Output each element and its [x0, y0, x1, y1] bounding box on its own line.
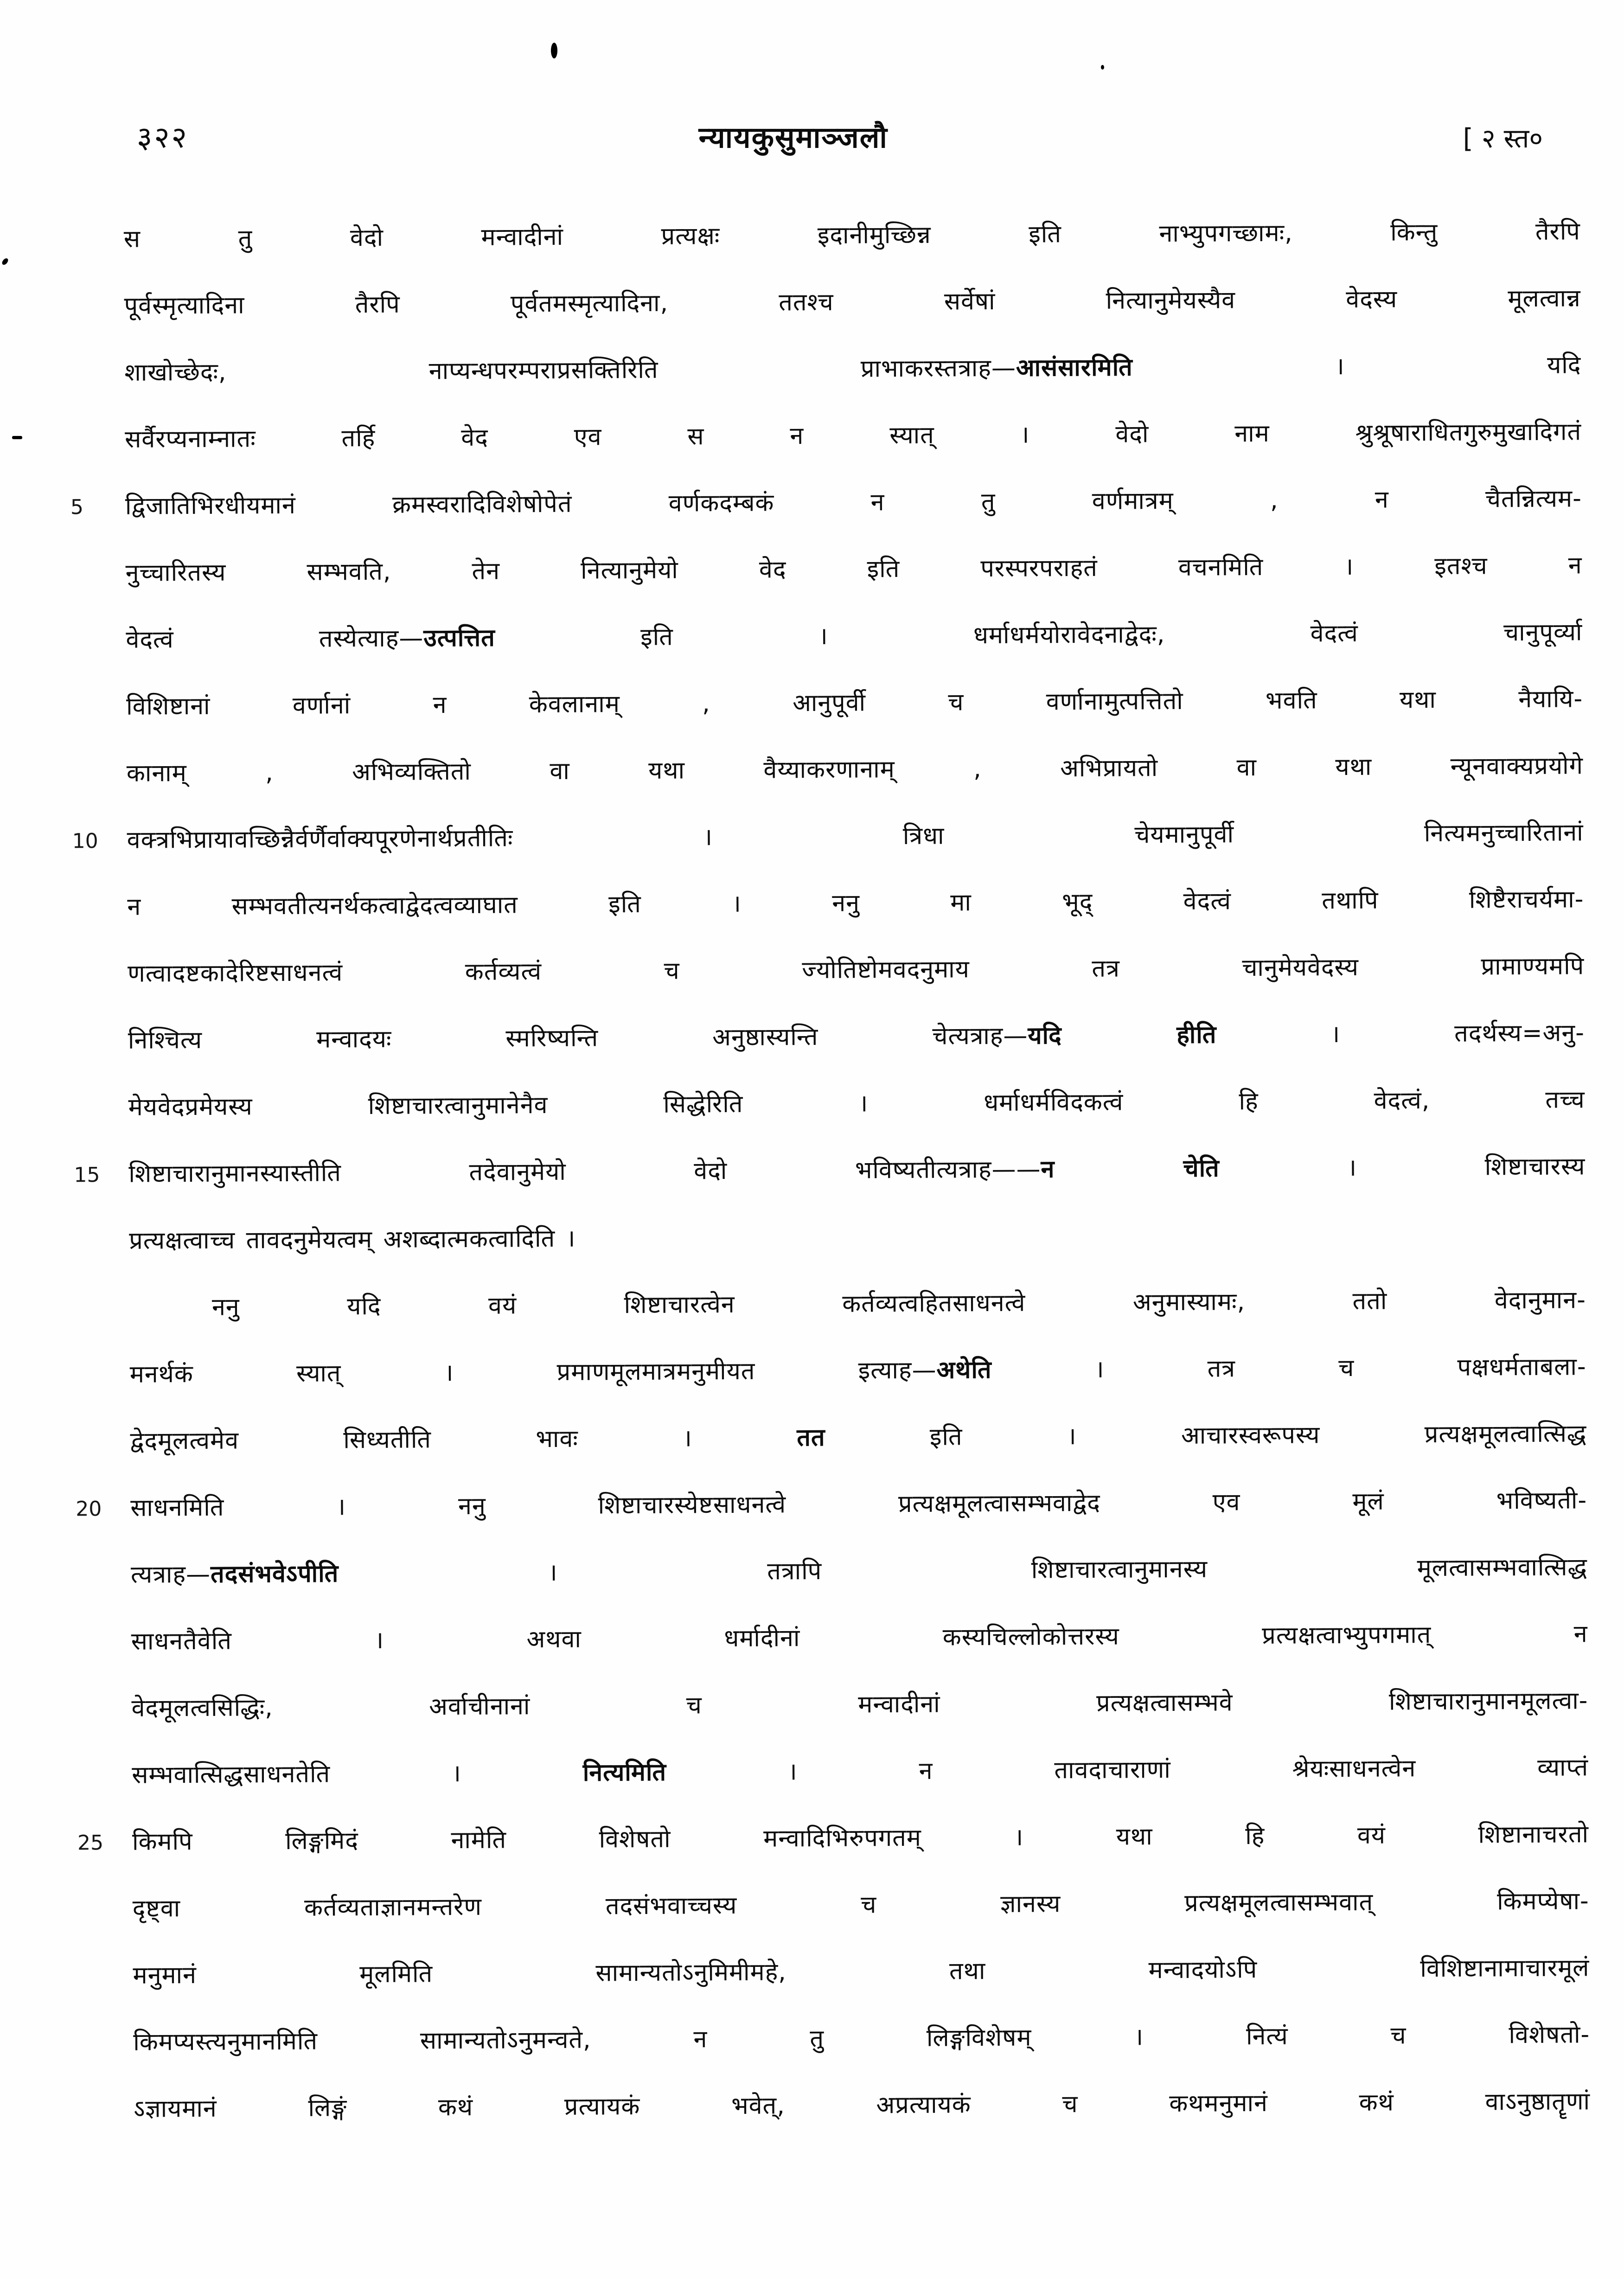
line-text: [129, 1218, 1586, 1257]
line-text: [125, 484, 1582, 523]
text-run: पूर्वस्मृत्यादिना तैरपि पूर्वतमस्मृत्यादिना, ततश्च सर्वेषां नित्यानुमेयस्यैव वेदस्य मूलत्वान्न: [124, 284, 1581, 320]
text-run: साधनतैवेति । अथवा धर्मादीनां कस्यचिल्लोकोत्तरस्य प्रत्यक्षत्वाभ्युपगमात् न: [131, 1620, 1588, 1656]
page-header: [0, 0, 1624, 156]
line-text: [131, 1552, 1587, 1591]
line-text: [124, 283, 1580, 322]
emphasized-term: तदसंभवेऽपीति: [210, 1560, 339, 1589]
line-text: [128, 951, 1584, 990]
text-line: [72, 733, 1584, 807]
text-line: [69, 265, 1581, 340]
ink-speckle: [551, 43, 557, 58]
margin-line-number: [76, 1575, 131, 1576]
text-run: इति । धर्माधर्मयोरावेदनाद्वेदः, वेदत्वं चानुपूर्व्या: [495, 618, 1583, 652]
text-run: । यदि: [1132, 351, 1581, 382]
text-run: मनर्थकं स्यात् । प्रमाणमूलमात्रमनुमीयत इत्याह—: [129, 1356, 937, 1389]
text-line: [72, 866, 1584, 941]
text-run: । तत्रापि शिष्टाचारत्वानुमानस्य मूलत्वासम्भवात्सिद्ध: [339, 1553, 1588, 1588]
text-run: मनुमानं मूलमिति सामान्यतोऽनुमिमीमहे, तथा मन्वादयोऽपि विशिष्टानामाचारमूलं: [133, 1954, 1590, 1990]
text-run: त्यत्राह—: [130, 1561, 211, 1589]
emphasized-term: आसंसारमिति: [1016, 353, 1133, 382]
text-run: । न तावदाचाराणां श्रेयःसाधनत्वेन व्याप्तं: [666, 1754, 1589, 1786]
margin-line-number: [72, 774, 127, 775]
line-text: [126, 684, 1583, 723]
line-text: [133, 2019, 1590, 2058]
text-run: इति । आचारस्वरूपस्य प्रत्यक्षमूलत्वात्सिद्ध: [825, 1420, 1587, 1452]
text-line: [73, 1067, 1585, 1141]
line-text: [133, 1886, 1589, 1925]
margin-line-number: 10: [72, 829, 98, 853]
line-text: [131, 1685, 1588, 1724]
margin-line-number: [75, 1308, 129, 1309]
emphasized-term: अथेति: [936, 1356, 992, 1384]
margin-line-number: 20: [76, 1497, 102, 1521]
text-line: [73, 1000, 1585, 1075]
section-marker: [ २ स्त०: [1463, 123, 1543, 154]
line-text: [134, 2086, 1590, 2125]
text-run: । तदर्थस्य=अनु-: [1216, 1019, 1585, 1049]
line-text: [128, 1152, 1585, 1191]
text-line: [76, 1467, 1587, 1542]
margin-line-number: [71, 640, 126, 641]
text-run: शिष्टाचारानुमानस्यास्तीति तदेवानुमेयो वेदो भविष्यतीत्यत्राह——: [128, 1155, 1041, 1188]
emphasized-term: यदि हीति: [1028, 1021, 1217, 1050]
text-run: । तत्र च पक्षधर्मताबला-: [991, 1353, 1586, 1384]
text-run: सर्वैरप्यनाम्नातः तर्हि वेद एव स न स्यात् । वेदो नाम श्रुश्रूषाराधितगुरुमुखादिगतं: [125, 418, 1582, 454]
text-run: । शिष्टाचारस्य: [1219, 1152, 1586, 1183]
margin-line-number: [70, 373, 124, 374]
text-body: [0, 152, 1624, 2144]
line-text: [131, 1619, 1588, 1658]
margin-line-number: 15: [74, 1163, 100, 1187]
text-run: साधनमिति । ननु शिष्टाचारस्येष्टसाधनत्वे प्रत्यक्षमूलत्वासम्भवाद्वेद एव मूलं भविष्यती-: [130, 1486, 1587, 1522]
text-line: [74, 1200, 1586, 1275]
line-text: [130, 1418, 1586, 1457]
margin-line-number: [70, 440, 125, 441]
text-run: प्रत्यक्षत्वाच्च तावदनुमेयत्वम् अशब्दात्मकत्वादिति ।: [129, 1224, 576, 1255]
text-run: दृष्ट्वा कर्तव्यताज्ञानमन्तरेण तदसंभवाच्चस्य च ज्ञानस्य प्रत्यक्षमूलत्वासम्भवात् किमप्येषा-: [132, 1887, 1589, 1923]
text-run: वेदमूलत्वसिद्धिः, अर्वाचीनानां च मन्वादीनां प्रत्यक्षत्वासम्भवे शिष्टाचारानुमानमूलत्वा-: [131, 1687, 1588, 1722]
line-text: [133, 1953, 1589, 1991]
line-text: [130, 1351, 1586, 1390]
line-text: [124, 217, 1580, 256]
margin-line-number: 25: [77, 1831, 104, 1855]
margin-line-number: [78, 1976, 133, 1977]
text-run: शाखोच्छेदः, नाप्यन्धपरम्पराप्रसक्तिरिति प्राभाकरस्तत्राह—: [124, 354, 1017, 387]
line-text: [132, 1819, 1589, 1858]
text-line: [78, 1935, 1590, 2010]
text-run: किमपि लिङ्गमिदं नामेति विशेषतो मन्वादिभिरुपगतम् । यथा हि वयं शिष्टानाचरतो: [132, 1820, 1589, 1856]
text-line: [75, 1401, 1587, 1475]
text-line: [75, 1334, 1586, 1408]
page-number: ३२२: [137, 121, 189, 155]
text-run: कानाम् , अभिव्यक्तितो वा यथा वैय्याकरणानाम् , अभिप्रायतो वा यथा न्यूनवाक्यप्रयोगे: [126, 752, 1584, 787]
text-line: [79, 2068, 1591, 2143]
emphasized-term: न चेति: [1041, 1154, 1220, 1184]
text-line: [70, 399, 1582, 474]
emphasized-term: उत्पत्तित: [423, 624, 495, 653]
ink-speckle: [1101, 65, 1104, 70]
running-title: न्यायकुसुमाञ्जलौ: [698, 121, 888, 154]
text-line: [75, 1267, 1586, 1342]
margin-line-number: [77, 1642, 131, 1643]
margin-line-number: [75, 1375, 130, 1376]
emphasized-term: तत: [797, 1424, 825, 1452]
text-run: मेयवेदप्रमेयस्य शिष्टाचारत्वानुमानेनैव सिद्धेरिति । धर्माधर्मविदकत्वं हि वेदत्वं, तच्च: [128, 1086, 1585, 1121]
text-line: [71, 599, 1583, 674]
line-text: [124, 350, 1581, 389]
text-run: णत्वादष्टकादेरिष्टसाधनत्वं कर्तव्यत्वं च ज्योतिष्टोमवदनुमाय तत्र चानुमेयवेदस्य प्रामाण्यमपि: [128, 952, 1585, 988]
text-line: [70, 532, 1582, 607]
text-run: द्वेदमूलत्वमेव सिध्यतीति भावः ।: [130, 1424, 797, 1455]
text-run: नुच्चारितस्य सम्भवति, तेन नित्यानुमेयो वेद इति परस्परपराहतं वचनमिति । इतश्च न: [125, 551, 1582, 587]
text-line: [77, 1735, 1589, 1809]
line-text: [132, 1752, 1588, 1791]
text-line: [70, 466, 1582, 540]
line-text: [126, 617, 1582, 656]
line-text: [126, 551, 1582, 589]
margin-line-number: [73, 1041, 128, 1042]
text-line: [76, 1534, 1588, 1609]
text-line: [69, 198, 1581, 273]
text-line: [78, 2002, 1590, 2076]
text-line: [70, 332, 1581, 407]
margin-line-number: [71, 707, 126, 708]
line-text: [128, 1018, 1585, 1057]
emphasized-term: नित्यमिति: [582, 1758, 667, 1787]
line-text: [127, 751, 1583, 790]
text-line: [72, 800, 1584, 874]
text-run: विशिष्टानां वर्णानां न केवलानाम् , आनुपूर्वी च वर्णानामुत्पत्तितो भवति यथा नैयायि-: [126, 685, 1583, 721]
text-run: ननु यदि वयं शिष्टाचारत्वेन कर्तव्यत्वहितसाधनत्वे अनुमास्यामः, ततो वेदानुमान-: [211, 1286, 1586, 1322]
margin-line-number: 5: [70, 495, 84, 519]
text-line: [71, 666, 1583, 741]
text-line: [77, 1868, 1589, 1943]
text-run: निश्चित्य मन्वादयः स्मरिष्यन्ति अनुष्ठास्यन्ति चेत्यत्राह—: [128, 1022, 1028, 1055]
text-line: [74, 1133, 1586, 1208]
line-text: [125, 417, 1581, 456]
line-text: [128, 1085, 1585, 1124]
line-text: [130, 1485, 1587, 1524]
text-run: ऽज्ञायमानं लिङ्गं कथं प्रत्यायकं भवेत्, अप्रत्यायकं च कथमनुमानं कथं वाऽनुष्ठातॄणां: [133, 2087, 1591, 2123]
margin-line-number: [73, 974, 128, 975]
text-run: वक्त्रभिप्रायावच्छिन्नैर्वर्णैर्वाक्यपूरणेनार्थप्रतीतिः । त्रिधा चेयमानुपूर्वी नित्यमनुच्चारितानां: [127, 819, 1584, 854]
text-run: किमप्यस्त्यनुमानमिति सामान्यतोऽनुमन्वते, न तु लिङ्गविशेषम् । नित्यं च विशेषतो-: [133, 2021, 1590, 2056]
text-line: [73, 933, 1585, 1008]
margin-line-number: [78, 1909, 133, 1910]
line-text: [127, 884, 1584, 923]
line-text: [129, 1285, 1586, 1324]
text-run: न सम्भवतीत्यनर्थकत्वाद्वेदत्वव्याघात इति । ननु मा भूद् वेदत्वं तथापि शिष्टैराचर्यमा-: [127, 885, 1584, 921]
line-text: [127, 818, 1584, 857]
text-line: [77, 1801, 1589, 1876]
text-run: स तु वेदो मन्वादीनां प्रत्यक्षः इदानीमुच्छिन्न इति नाभ्युपगच्छामः, किन्तु तैरपि: [123, 218, 1581, 253]
text-line: [77, 1668, 1588, 1742]
text-run: वेदत्वं तस्येत्याह—: [126, 624, 424, 654]
text-run: सम्भवात्सिद्धसाधनतेति ।: [132, 1759, 583, 1789]
text-run: द्विजातिभिरधीयमानं क्रमस्वरादिविशेषोपेतं वर्णकदम्बकं न तु वर्णमात्रम् , न चैतन्नित्यम-: [125, 485, 1582, 520]
text-line: [76, 1601, 1588, 1676]
